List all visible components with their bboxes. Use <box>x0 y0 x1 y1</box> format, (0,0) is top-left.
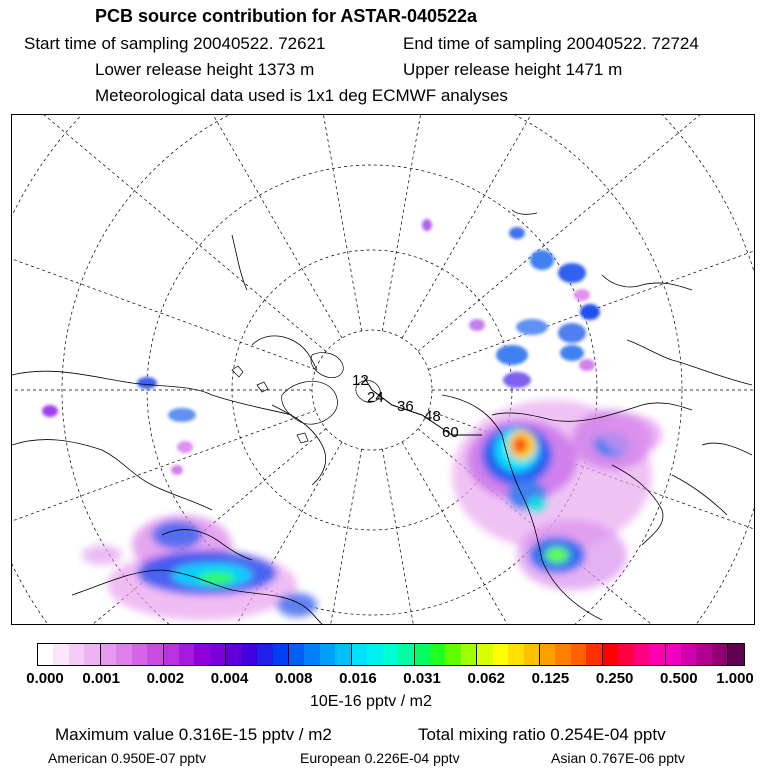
graticule <box>12 115 754 624</box>
colorbar-segment <box>273 644 289 665</box>
upper-release-height: Upper release height 1471 m <box>403 60 623 79</box>
colorbar-segment <box>415 644 430 665</box>
lower-release-height: Lower release height 1373 m <box>95 60 315 79</box>
colorbar-segment <box>116 644 131 665</box>
colorbar-unit: 10E-16 pptv / m2 <box>310 693 432 710</box>
traj-label-36: 36 <box>397 398 414 415</box>
colorbar-segment <box>179 644 194 665</box>
colorbar-segment <box>69 644 84 665</box>
traj-label-24: 24 <box>367 389 384 406</box>
colorbar-tick-label: 0.031 <box>403 670 441 687</box>
traj-label-12: 12 <box>352 372 369 389</box>
plume-scattered-west <box>42 377 196 475</box>
colorbar-segment <box>367 644 382 665</box>
meteorological-data-note: Meteorological data used is 1x1 deg ECMWF analyses <box>95 86 508 105</box>
colorbar-segment <box>445 644 460 665</box>
colorbar-tick-label: 0.125 <box>531 670 570 687</box>
colorbar-segment <box>210 644 226 665</box>
colorbar-segment <box>84 644 100 665</box>
start-time: Start time of sampling 20040522. 72621 <box>24 34 326 53</box>
plot-title: PCB source contribution for ASTAR-040522a <box>95 6 478 26</box>
colorbar-segment <box>242 644 257 665</box>
colorbar-tick-label: 0.004 <box>210 670 249 687</box>
traj-label-48: 48 <box>424 408 441 425</box>
plume-north-america <box>82 515 317 620</box>
colorbar-segment <box>571 644 586 665</box>
colorbar-segment <box>101 644 116 665</box>
colorbar <box>37 643 745 666</box>
latitude-circle <box>12 115 754 624</box>
colorbar-segment <box>728 644 743 665</box>
colorbar-segment <box>226 644 241 665</box>
colorbar-segment <box>524 644 540 665</box>
colorbar-segment <box>164 644 179 665</box>
colorbar-segment <box>493 644 508 665</box>
map-panel <box>11 114 755 625</box>
colorbar-segment <box>681 644 696 665</box>
arctic-islands <box>232 353 380 443</box>
meridian-line <box>216 115 362 331</box>
colorbar-segment <box>257 644 272 665</box>
end-time: End time of sampling 20040522. 72724 <box>403 34 699 53</box>
colorbar-segment <box>398 644 414 665</box>
total-mixing-ratio: Total mixing ratio 0.254E-04 pptv <box>418 725 666 744</box>
colorbar-segment <box>477 644 492 665</box>
colorbar-tick-label: 0.008 <box>274 670 313 687</box>
plume-scattered-north <box>422 219 600 388</box>
colorbar-segment <box>53 644 68 665</box>
colorbar-tick-label: 0.002 <box>146 670 185 687</box>
polar-map <box>12 115 754 624</box>
maximum-value: Maximum value 0.316E-15 pptv / m2 <box>55 725 332 744</box>
colorbar-segment <box>712 644 728 665</box>
colorbar-segment <box>649 644 665 665</box>
american-contribution: American 0.950E-07 pptv <box>48 750 206 766</box>
meridian-line <box>402 115 754 338</box>
colorbar-segment <box>666 644 681 665</box>
latitude-circle <box>12 115 754 624</box>
colorbar-tick-label: 0.001 <box>82 670 120 687</box>
colorbar-tick-label: 0.016 <box>339 670 377 687</box>
traj-label-60: 60 <box>442 424 459 441</box>
colorbar-tick-label: 0.500 <box>660 670 698 687</box>
colorbar-segment <box>304 644 319 665</box>
colorbar-segment <box>696 644 711 665</box>
colorbar-segment <box>38 644 53 665</box>
colorbar-segment <box>147 644 163 665</box>
colorbar-tick-label: 0.062 <box>467 670 506 687</box>
colorbar-segment <box>603 644 618 665</box>
meridian-line <box>12 115 316 369</box>
latitude-circle <box>12 115 754 624</box>
colorbar-segment <box>383 644 398 665</box>
colorbar-segment <box>430 644 445 665</box>
colorbar-segment <box>289 644 304 665</box>
colorbar-segment <box>508 644 523 665</box>
colorbar-segment <box>352 644 367 665</box>
colorbar-tick-label: 0.250 <box>595 670 634 687</box>
colorbar-segment <box>335 644 351 665</box>
asian-contribution: Asian 0.767E-06 pptv <box>551 750 685 766</box>
colorbar-tick-label: 1.000 <box>716 670 754 687</box>
colorbar-segment <box>132 644 147 665</box>
colorbar-segment <box>540 644 555 665</box>
colorbar-segment <box>586 644 602 665</box>
colorbar-segment <box>618 644 633 665</box>
colorbar-segment <box>320 644 335 665</box>
colorbar-segment <box>634 644 649 665</box>
colorbar-segment <box>555 644 570 665</box>
european-contribution: European 0.226E-04 pptv <box>300 750 460 766</box>
meridian-line <box>382 115 528 331</box>
trajectory-labels <box>352 372 482 441</box>
colorbar-tick-label: 0.000 <box>26 670 64 687</box>
colorbar-segment <box>461 644 477 665</box>
colorbar-segment <box>194 644 209 665</box>
meridian-line <box>428 115 754 369</box>
